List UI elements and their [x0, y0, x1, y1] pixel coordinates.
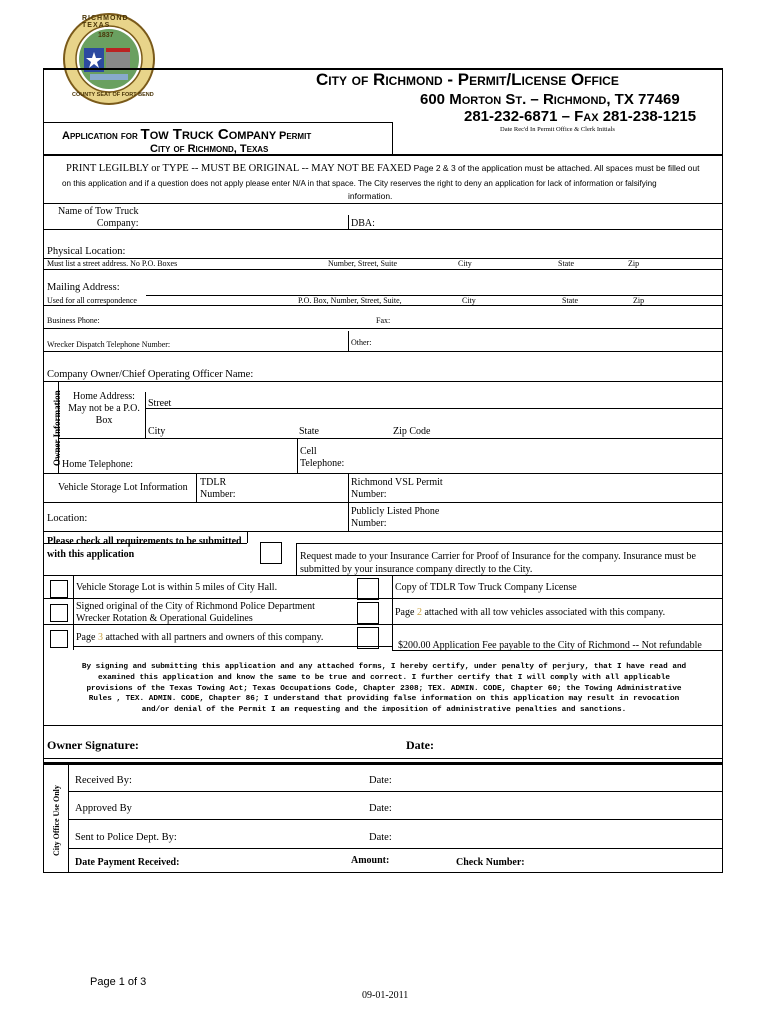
- tdlr-label-2: Number:: [200, 489, 236, 500]
- instructions-line2: on this application and if a question does not apply please enter N/A in that space. The City reserves the right to deny an application for lack of information or falsifying: [62, 179, 657, 188]
- physical-location-field[interactable]: [150, 240, 720, 258]
- mailing-zip-label: Zip: [633, 296, 645, 305]
- police-guidelines-text-1: Signed original of the City of Richmond Police Department: [76, 601, 315, 612]
- received-by-label: Received By:: [75, 775, 132, 786]
- insurance-text-2: submitted by your insurance company directly to the City.: [300, 564, 533, 575]
- home-address-label: [60, 391, 148, 427]
- date2-label: Date:: [369, 803, 392, 814]
- insurance-text: [300, 550, 696, 576]
- seal-year: 1837: [98, 32, 114, 39]
- owner-heading: Company Owner/Chief Operating Officer Name:: [47, 369, 254, 380]
- fax-label: Fax:: [376, 316, 391, 325]
- fee-text: $200.00 Application Fee payable to the City of Richmond -- Not refundable: [398, 640, 702, 651]
- home-phone-label: Home Telephone:: [62, 459, 134, 470]
- page-title: City of Richmond - Permit/License Office: [316, 70, 619, 89]
- requirements-heading-2: with this application: [47, 549, 135, 560]
- richmond-vsl-label: [351, 477, 443, 501]
- mailing-street-label: P.O. Box, Number, Street, Suite,: [298, 296, 402, 305]
- requirements-heading: [47, 535, 242, 561]
- cell-label-1: Cell: [300, 446, 317, 457]
- company-name-label-1: Name of Tow Truck: [58, 206, 139, 217]
- tdlr-label: [200, 477, 236, 501]
- office-phone-fax: 281-232-6871 – Fax 281-238-1215: [464, 108, 697, 125]
- physical-street-label: Number, Street, Suite: [328, 259, 397, 268]
- police-guidelines-text-2: Wrecker Rotation & Operational Guidelines: [76, 613, 253, 624]
- application-prefix: Application for: [62, 130, 138, 142]
- mailing-address-label: Mailing Address:: [47, 282, 120, 293]
- tdlr-field[interactable]: [240, 475, 346, 501]
- zip-label: Zip Code: [393, 426, 431, 437]
- owner-side-label: Owner Information: [52, 390, 62, 466]
- cell-label-2: Telephone:: [300, 458, 345, 469]
- insurance-checkbox[interactable]: [260, 542, 282, 564]
- date1-label: Date:: [369, 775, 392, 786]
- signature-date-field[interactable]: [440, 732, 720, 756]
- physical-zip-label: Zip: [628, 259, 640, 268]
- richmond-vsl-label-1: Richmond VSL Permit: [351, 477, 443, 488]
- home-address-label-1: Home Address:: [73, 391, 135, 402]
- home-zip-field[interactable]: [434, 410, 720, 436]
- location-label: Location:: [47, 513, 88, 524]
- wrecker-phone-label: Wrecker Dispatch Telephone Number:: [47, 340, 171, 349]
- application-suffix: Permit: [278, 130, 312, 142]
- instructions-sans: Page 2 & 3 of the application must be attached. All spaces must be filled out: [411, 163, 700, 173]
- amount-label: Amount:: [351, 855, 390, 866]
- certification: [46, 662, 722, 716]
- tdlr-copy-text: Copy of TDLR Tow Truck Company License: [395, 582, 577, 593]
- tdlr-copy-checkbox[interactable]: [357, 578, 379, 600]
- office-side-label: City Office Use Only: [52, 785, 61, 856]
- seal-top-text: RICHMOND TEXAS: [82, 15, 129, 29]
- home-city-field[interactable]: [172, 410, 292, 436]
- home-address-label-2: May not be a P.O.: [68, 403, 140, 414]
- page2-text: [395, 607, 665, 618]
- public-phone-label-1: Publicly Listed Phone: [351, 506, 440, 517]
- page2-num: 2: [416, 607, 422, 618]
- date-payment-label: Date Payment Received:: [75, 857, 180, 868]
- state-label: State: [299, 426, 319, 437]
- city-line: City of Richmond, Texas: [150, 143, 269, 155]
- approved-by-label: Approved By: [75, 803, 132, 814]
- revision-date: 09-01-2011: [362, 990, 409, 1001]
- check-number-field[interactable]: [528, 852, 720, 870]
- date3-field[interactable]: [398, 826, 720, 846]
- page3-post: attached with all partners and owners of this company.: [102, 632, 324, 643]
- mailing-note: Used for all correspondence: [47, 296, 137, 305]
- page3-text: [76, 632, 323, 643]
- other-phone-field[interactable]: [376, 330, 720, 350]
- physical-city-label: City: [458, 259, 472, 268]
- richmond-vsl-label-2: Number:: [351, 489, 387, 500]
- mailing-address-field[interactable]: [150, 276, 720, 294]
- owner-name-field[interactable]: [252, 366, 720, 382]
- cell-phone-field[interactable]: [346, 440, 720, 472]
- home-phone-field[interactable]: [146, 440, 294, 472]
- city-seal: [62, 12, 156, 106]
- business-phone-label: Business Phone:: [47, 316, 100, 325]
- street-label: Street: [148, 398, 172, 409]
- wrecker-phone-field[interactable]: [185, 330, 345, 350]
- company-name-field[interactable]: [150, 204, 722, 228]
- instructions-line3: information.: [348, 191, 393, 201]
- company-name-label: [58, 206, 139, 230]
- date2-field[interactable]: [398, 797, 720, 817]
- date1-field[interactable]: [398, 769, 720, 789]
- home-state-field[interactable]: [324, 410, 390, 436]
- physical-location-label: Physical Location:: [47, 246, 126, 257]
- police-guidelines-text: [76, 601, 315, 625]
- application-title: [62, 126, 311, 143]
- page3-checkbox[interactable]: [50, 630, 68, 648]
- page3-pre: Page: [76, 632, 98, 643]
- sent-police-field[interactable]: [180, 826, 362, 846]
- physical-state-label: State: [558, 259, 574, 268]
- page2-post: attached with all tow vehicles associated with this company.: [421, 607, 666, 618]
- city-label: City: [148, 426, 166, 437]
- amount-field[interactable]: [392, 852, 452, 870]
- received-by-field[interactable]: [140, 769, 362, 789]
- mailing-city-label: City: [462, 296, 476, 305]
- office-address: 600 Morton St. – Richmond, TX 77469: [420, 91, 680, 108]
- business-phone-field[interactable]: [110, 307, 346, 327]
- owner-signature-label: Owner Signature:: [47, 738, 139, 752]
- date-recd-label: Date Rec'd In Permit Office & Clerk Initials: [500, 126, 615, 133]
- public-phone-field[interactable]: [450, 504, 720, 530]
- police-guidelines-checkbox[interactable]: [50, 604, 68, 622]
- certification-line4: Rules , TEX. ADMIN. CODE, Chapter 86; I understand that providing false information on this application may result in revocation: [88, 695, 680, 704]
- physical-note: Must list a street address. No P.O. Boxes: [47, 259, 178, 268]
- page3-num: 3: [97, 632, 103, 643]
- tdlr-label-1: TDLR: [200, 477, 227, 488]
- company-name-label-2: Company:: [96, 218, 139, 229]
- certification-line1: By signing and submitting this application and any attached forms, I hereby certify, under penalty of perjury, that I have read and: [81, 663, 687, 671]
- home-address-label-3: Box: [95, 415, 113, 426]
- dba-label: DBA:: [351, 218, 375, 229]
- signature-date-label: Date:: [406, 738, 434, 752]
- vsl-5miles-text: Vehicle Storage Lot is within 5 miles of City Hall.: [76, 582, 278, 593]
- instructions-serif: PRINT LEGILBLY or TYPE -- MUST BE ORIGINAL -- MAY NOT BE FAXED: [66, 163, 412, 174]
- page2-pre: Page: [395, 607, 417, 618]
- application-main: Tow Truck Company: [140, 126, 277, 143]
- certification-line5: and/or denial of the Permit I am requesting and the imposition of administrative penalties and sanctions.: [141, 706, 627, 715]
- certification-line3: provisions of the Texas Towing Act; Texas Occupations Code, Chapter 2308; TEX. ADMIN. CODE, Chapter 60; the Towing Administrative: [86, 684, 682, 693]
- public-phone-label: [351, 506, 439, 530]
- richmond-vsl-field[interactable]: [450, 475, 720, 501]
- seal-bottom-text: COUNTY SEAT OF FORT BEND: [72, 92, 154, 98]
- vsl-info-label: Vehicle Storage Lot Information: [58, 482, 188, 493]
- other-label: Other:: [351, 338, 372, 347]
- approved-by-field[interactable]: [140, 797, 362, 817]
- date3-label: Date:: [369, 832, 392, 843]
- fax-field[interactable]: [394, 307, 720, 327]
- requirements-heading-1: Please check all requirements to be submitted: [47, 536, 242, 547]
- vsl-5miles-checkbox[interactable]: [50, 580, 68, 598]
- page-number: Page 1 of 3: [90, 976, 147, 988]
- page2-checkbox[interactable]: [357, 602, 379, 624]
- sent-police-label: Sent to Police Dept. By:: [75, 832, 177, 843]
- mailing-state-label: State: [562, 296, 578, 305]
- date-payment-field[interactable]: [184, 852, 344, 870]
- owner-signature-field[interactable]: [145, 732, 400, 756]
- instructions-line1: [66, 163, 699, 174]
- insurance-text-1: Request made to your Insurance Carrier for Proof of Insurance for the company. Insurance must be: [300, 551, 696, 562]
- location-field[interactable]: [92, 504, 346, 530]
- certification-line2: examined this application and know the same to be true and correct. I further certify that I will comply with all applicable: [97, 673, 671, 682]
- home-street-field[interactable]: [180, 384, 720, 408]
- check-number-label: Check Number:: [456, 857, 525, 868]
- cell-label: [300, 446, 344, 470]
- public-phone-label-2: Number:: [351, 518, 387, 529]
